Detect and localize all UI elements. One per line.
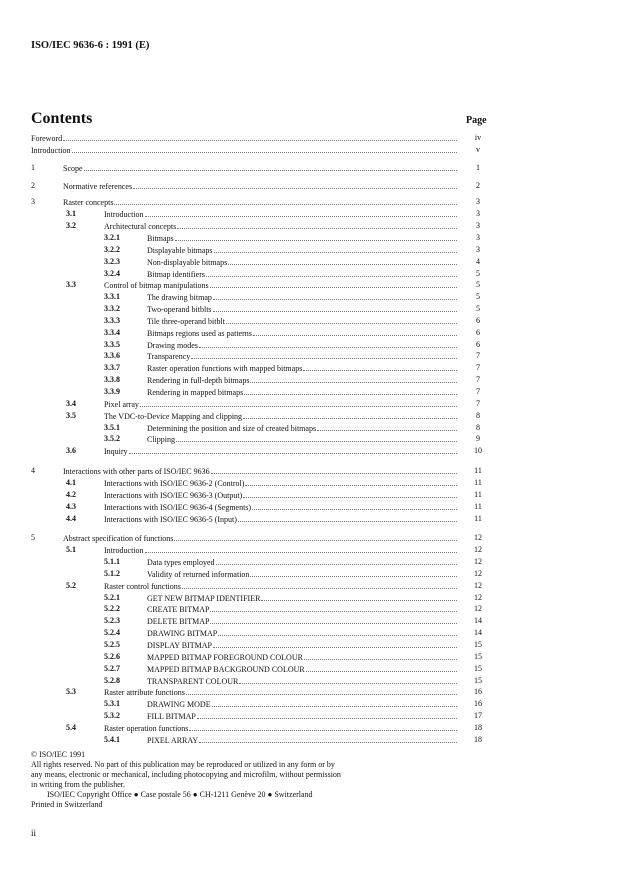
toc-entry-title: Normative references — [63, 181, 133, 191]
toc-entry-title: Scope — [63, 163, 83, 173]
toc-entry-number: 4.1 — [66, 477, 76, 487]
toc-entry-page: 3 — [476, 197, 480, 207]
toc-entry-number: 3.2.4 — [104, 268, 120, 278]
leader-dots — [243, 410, 457, 419]
toc-entry-page: 11 — [474, 477, 482, 487]
toc-entry-page: 6 — [476, 339, 480, 349]
leader-dots — [213, 303, 457, 312]
toc-entry-page: 14 — [474, 628, 482, 638]
toc-entry-title: Raster operation functions — [104, 723, 189, 733]
leader-dots — [238, 513, 457, 522]
toc-entry — [0, 291, 625, 303]
toc-entry-title: Introduction — [31, 145, 71, 155]
toc-entry-page: 9 — [476, 434, 480, 444]
copyright-notice — [31, 750, 341, 810]
toc-entry-number: 5.1.2 — [104, 568, 120, 578]
toc-entry-number: 5.3.1 — [104, 699, 120, 709]
toc-entry-number: 3 — [31, 197, 35, 207]
leader-dots — [114, 196, 457, 205]
leader-dots — [244, 386, 457, 395]
leader-dots — [252, 501, 457, 510]
toc-entry — [0, 410, 625, 422]
toc-entry — [0, 592, 625, 604]
toc-entry — [0, 398, 625, 410]
toc-entry — [0, 580, 625, 592]
toc-entry-number: 5 — [31, 533, 35, 543]
toc-entry-title: Determining the position and size of created bitmaps — [147, 423, 317, 433]
toc-entry-page: 15 — [474, 663, 482, 673]
toc-entry — [0, 220, 625, 232]
toc-entry-title: Interactions with ISO/IEC 9636-2 (Control) — [104, 478, 245, 488]
toc-entry-page: 11 — [474, 513, 482, 523]
toc-entry-number: 5.1.1 — [104, 557, 120, 567]
page-column-heading: Page — [466, 115, 487, 126]
toc-entry — [0, 144, 625, 156]
toc-entry-page: 5 — [476, 268, 480, 278]
toc-entry — [0, 362, 625, 374]
toc-entry-title: Bitmaps — [147, 233, 174, 243]
toc-entry-page: 12 — [474, 580, 482, 590]
leader-dots — [186, 686, 457, 695]
leader-dots — [174, 532, 457, 541]
toc-entry — [0, 315, 625, 327]
toc-entry-number: 3.5.2 — [104, 434, 120, 444]
toc-entry-page: 12 — [474, 592, 482, 602]
rights-line-3: in writing from the publisher. — [31, 780, 125, 789]
toc-entry-page: 11 — [474, 466, 482, 476]
toc-entry-title: Interactions with other parts of ISO/IEC 9636 — [63, 467, 210, 477]
toc-entry-title: TRANSPARENT COLOUR — [147, 676, 239, 686]
toc-entry-title: Transparency — [147, 352, 191, 362]
toc-entry-page: 3 — [476, 209, 480, 219]
toc-entry-page: 2 — [476, 180, 480, 190]
toc-entry-title: Validity of returned information — [147, 569, 250, 579]
toc-entry-number: 3.3.4 — [104, 327, 120, 337]
leader-dots — [63, 132, 457, 141]
toc-entry-number: 3.1 — [66, 209, 76, 219]
toc-entry — [0, 603, 625, 615]
leader-dots — [182, 580, 457, 589]
toc-entry-title: Introduction — [104, 546, 144, 556]
toc-entry-title: Interactions with ISO/IEC 9636-5 (Input) — [104, 514, 237, 524]
toc-entry-page: 7 — [476, 375, 480, 385]
toc-entry-page: 7 — [476, 351, 480, 361]
toc-entry-number: 3.2 — [66, 221, 76, 231]
toc-entry-number: 5.2.8 — [104, 675, 120, 685]
toc-entry — [0, 675, 625, 687]
toc-entry-title: Abstract specification of functions — [63, 534, 174, 544]
toc-entry — [0, 698, 625, 710]
toc-entry-title: Raster control functions — [104, 581, 181, 591]
leader-dots — [191, 350, 457, 359]
toc-entry-number: 4.2 — [66, 489, 76, 499]
toc-entry-page: 7 — [476, 398, 480, 408]
toc-entry-page: 1 — [476, 162, 480, 172]
leader-dots — [197, 710, 457, 719]
toc-entry-title: DISPLAY BITMAP — [147, 641, 212, 650]
toc-entry-page: 6 — [476, 327, 480, 337]
toc-entry-page: 15 — [474, 675, 482, 685]
toc-entry — [0, 208, 625, 220]
toc-entry-title: MAPPED BITMAP FOREGROUND COLOUR — [147, 652, 303, 662]
toc-entry-page: 16 — [474, 699, 482, 709]
leader-dots — [177, 220, 457, 229]
toc-entry-title: Raster concepts — [63, 198, 114, 208]
rights-line-1: All rights reserved. No part of this publication may be reproduced or utilized in any form or by — [31, 760, 335, 769]
toc-entry-number: 5.4 — [66, 722, 76, 732]
toc-entry-number: 5.3.2 — [104, 711, 120, 721]
leader-dots — [226, 315, 457, 324]
toc-entry-page: 5 — [476, 280, 480, 290]
leader-dots — [72, 144, 457, 153]
toc-entry-number: 4 — [31, 466, 35, 476]
toc-entry-title: Data types employed — [147, 558, 215, 568]
toc-entry — [0, 722, 625, 734]
toc-entry-page: 14 — [474, 616, 482, 626]
toc-entry — [0, 445, 625, 457]
toc-entry — [0, 556, 625, 568]
toc-entry-number: 3.2.3 — [104, 256, 120, 266]
toc-entry-title: Bitmaps regions used as patterns — [147, 328, 252, 338]
leader-dots — [212, 698, 457, 707]
toc-entry — [0, 374, 625, 386]
toc-entry-number: 5.1 — [66, 545, 76, 555]
toc-entry-title: Tile three-operand bitblt — [147, 316, 225, 326]
page-number: ii — [31, 828, 37, 838]
toc-entry-number: 3.5 — [66, 410, 76, 420]
copyright-line: © ISO/IEC 1991 — [31, 750, 86, 759]
toc-entry — [0, 615, 625, 627]
leader-dots — [213, 291, 457, 300]
leader-dots — [206, 268, 457, 277]
toc-entry-number: 3.3.7 — [104, 363, 120, 373]
toc-entry-page: 12 — [474, 604, 482, 614]
contents-title: Contents — [31, 110, 93, 127]
leader-dots — [304, 651, 457, 660]
toc-entry-title: Displayable bitmaps — [147, 245, 213, 255]
toc-entry-number: 3.3.3 — [104, 315, 120, 325]
toc-entry — [0, 350, 625, 362]
toc-entry-page: 7 — [476, 363, 480, 373]
toc-entry — [0, 132, 625, 144]
toc-entry-title: Architectural concepts — [104, 222, 177, 232]
leader-dots — [228, 256, 457, 265]
toc-entry-number: 5.4.1 — [104, 734, 120, 744]
leader-dots — [250, 374, 457, 383]
toc-entry-page: 12 — [474, 568, 482, 578]
leader-dots — [211, 465, 457, 474]
toc-entry-page: 7 — [476, 387, 480, 396]
leader-dots — [243, 489, 457, 498]
toc-entry-number: 5.3 — [66, 687, 76, 697]
toc-entry-page: 5 — [476, 292, 480, 302]
toc-entry-page: 6 — [476, 315, 480, 325]
toc-entry-title: Raster attribute functions — [104, 688, 185, 698]
toc-entry-title: Two-operand bitblts — [147, 305, 212, 315]
toc-entry — [0, 686, 625, 698]
toc-entry-number: 3.6 — [66, 446, 76, 456]
toc-entry — [0, 532, 625, 544]
toc-entry — [0, 279, 625, 291]
toc-entry-number: 3.3.5 — [104, 339, 120, 349]
toc-entry — [0, 232, 625, 244]
leader-dots — [306, 663, 457, 672]
toc-entry-number: 3.3.8 — [104, 375, 120, 385]
toc-entry-number: 5.2 — [66, 580, 76, 590]
toc-entry — [0, 639, 625, 651]
toc-entry-title: The VDC-to-Device Mapping and clipping — [104, 411, 243, 421]
toc-entry-title: GET NEW BITMAP IDENTIFIER — [147, 593, 261, 603]
toc-entry-title: FILL BITMAP — [147, 712, 196, 722]
toc-entry-title: Pixel array — [104, 399, 139, 409]
document-id-header: ISO/IEC 9636-6 : 1991 (E) — [31, 40, 150, 51]
leader-dots — [84, 162, 457, 171]
toc-entry-number: 5.2.4 — [104, 628, 120, 638]
toc-entry-title: Control of bitmap manipulations — [104, 281, 209, 291]
leader-dots — [216, 556, 457, 565]
leader-dots — [303, 362, 457, 371]
toc-entry-page: 3 — [476, 232, 480, 242]
toc-entry-title: DELETE BITMAP — [147, 617, 210, 627]
leader-dots — [145, 208, 457, 217]
toc-entry-page: 3 — [476, 221, 480, 231]
toc-entry-title: Introduction — [104, 210, 144, 220]
toc-entry-title: The drawing bitmap — [147, 293, 212, 303]
toc-entry — [0, 162, 625, 174]
toc-entry — [0, 465, 625, 477]
leader-dots — [199, 339, 457, 348]
leader-dots — [250, 568, 457, 577]
toc-entry-title: DRAWING BITMAP — [147, 629, 218, 639]
leader-dots — [253, 327, 457, 336]
toc-entry-title: Drawing modes — [147, 340, 198, 350]
toc-entry-title: Rendering in mapped bitmaps — [147, 388, 244, 397]
leader-dots — [175, 232, 457, 241]
toc-entry-page: 3 — [476, 244, 480, 254]
toc-entry-title: Interactions with ISO/IEC 9636-3 (Output) — [104, 490, 243, 500]
toc-entry — [0, 180, 625, 192]
toc-entry-number: 3.4 — [66, 398, 76, 408]
toc-entry-page: 18 — [474, 734, 482, 744]
toc-entry — [0, 489, 625, 501]
toc-entry — [0, 327, 625, 339]
toc-entry — [0, 268, 625, 280]
leader-dots — [261, 592, 457, 601]
leader-dots — [214, 244, 457, 253]
leader-dots — [129, 445, 457, 454]
toc-entry-title: DRAWING MODE — [147, 700, 211, 710]
toc-entry-number: 2 — [31, 180, 35, 190]
toc-entry-number: 5.2.7 — [104, 663, 120, 673]
toc-entry-title: CREATE BITMAP — [147, 605, 210, 615]
toc-entry — [0, 710, 625, 722]
toc-entry-page: 15 — [474, 640, 482, 649]
toc-entry-page: 11 — [474, 501, 482, 511]
toc-entry-page: 4 — [476, 256, 480, 266]
toc-entry — [0, 477, 625, 489]
toc-entry-number: 3.5.1 — [104, 422, 120, 432]
toc-entry — [0, 244, 625, 256]
toc-entry-page: 10 — [474, 446, 482, 456]
toc-entry-number: 3.3.9 — [104, 387, 120, 396]
toc-entry-page: 5 — [476, 304, 480, 314]
toc-entry — [0, 568, 625, 580]
toc-entry — [0, 422, 625, 434]
toc-entry-page: 18 — [474, 722, 482, 732]
toc-entry-number: 3.3.1 — [104, 292, 120, 302]
toc-entry-title: Foreword — [31, 134, 63, 143]
toc-entry-number: 4.4 — [66, 513, 76, 523]
toc-entry-title: MAPPED BITMAP BACKGROUND COLOUR — [147, 664, 305, 674]
toc-entry-title: Clipping — [147, 435, 176, 445]
leader-dots — [245, 477, 457, 486]
toc-entry-page: iv — [474, 133, 482, 142]
toc-entry — [0, 433, 625, 445]
leader-dots — [239, 675, 457, 684]
toc-entry-page: 16 — [474, 687, 482, 697]
toc-entry — [0, 663, 625, 675]
toc-entry-number: 4.3 — [66, 501, 76, 511]
toc-entry — [0, 339, 625, 351]
leader-dots — [199, 734, 457, 743]
toc-entry-page: 8 — [476, 410, 480, 420]
toc-entry-page: 11 — [474, 489, 482, 499]
toc-entry-title: Inquiry — [104, 447, 128, 457]
toc-entry-number: 3.3 — [66, 280, 76, 290]
toc-entry — [0, 501, 625, 513]
toc-entry-page: v — [476, 144, 480, 154]
toc-entry-number: 3.3.6 — [104, 351, 120, 361]
toc-entry-title: Rendering in full-depth bitmaps — [147, 376, 250, 386]
toc-entry-page: 12 — [474, 557, 482, 567]
toc-entry — [0, 196, 625, 208]
toc-entry — [0, 734, 625, 746]
toc-entry — [0, 544, 625, 556]
leader-dots — [145, 544, 457, 553]
rights-line-2: any means, electronic or mechanical, including photocopying and microfilm, without permission — [31, 770, 341, 779]
leader-dots — [140, 398, 457, 407]
toc-entry-number: 5.2.3 — [104, 616, 120, 626]
printed-in: Printed in Switzerland — [31, 800, 103, 809]
toc-entry-number: 5.2.1 — [104, 592, 120, 602]
toc-entry-number: 3.2.2 — [104, 244, 120, 254]
toc-entry-number: 5.2.6 — [104, 651, 120, 661]
toc-entry — [0, 386, 625, 398]
toc-entry-title: Bitmap identifiers — [147, 269, 205, 279]
toc-entry-number: 1 — [31, 162, 35, 172]
toc-entry-title: PIXEL ARRAY — [147, 735, 199, 745]
leader-dots — [210, 615, 457, 624]
toc-entry-page: 17 — [474, 711, 482, 721]
leader-dots — [218, 627, 457, 636]
toc-entry-page: 8 — [476, 422, 480, 432]
toc-entry-page: 15 — [474, 651, 482, 661]
toc-entry — [0, 256, 625, 268]
toc-entry-number: 5.2.5 — [104, 640, 120, 649]
toc-entry — [0, 651, 625, 663]
leader-dots — [176, 433, 457, 442]
toc-entry-title: Raster operation functions with mapped bitmaps — [147, 364, 303, 374]
toc-entry-page: 12 — [474, 545, 482, 555]
leader-dots — [210, 603, 457, 612]
toc-entry — [0, 303, 625, 315]
leader-dots — [133, 180, 457, 189]
leader-dots — [213, 639, 457, 648]
toc-entry-number: 3.2.1 — [104, 232, 120, 242]
publisher-address: ISO/IEC Copyright Office ● Case postale 56 ● CH-1211 Genève 20 ● Switzerland — [47, 790, 313, 799]
toc-entry — [0, 513, 625, 525]
leader-dots — [189, 722, 457, 731]
toc-entry-title: Interactions with ISO/IEC 9636-4 (Segments) — [104, 502, 252, 512]
leader-dots — [210, 279, 457, 288]
toc-entry-number: 3.3.2 — [104, 304, 120, 314]
toc-entry-page: 12 — [474, 533, 482, 543]
leader-dots — [317, 422, 457, 431]
toc-entry-title: Non-displayable bitmaps — [147, 257, 228, 267]
toc-entry — [0, 627, 625, 639]
toc-entry-number: 5.2.2 — [104, 604, 120, 614]
